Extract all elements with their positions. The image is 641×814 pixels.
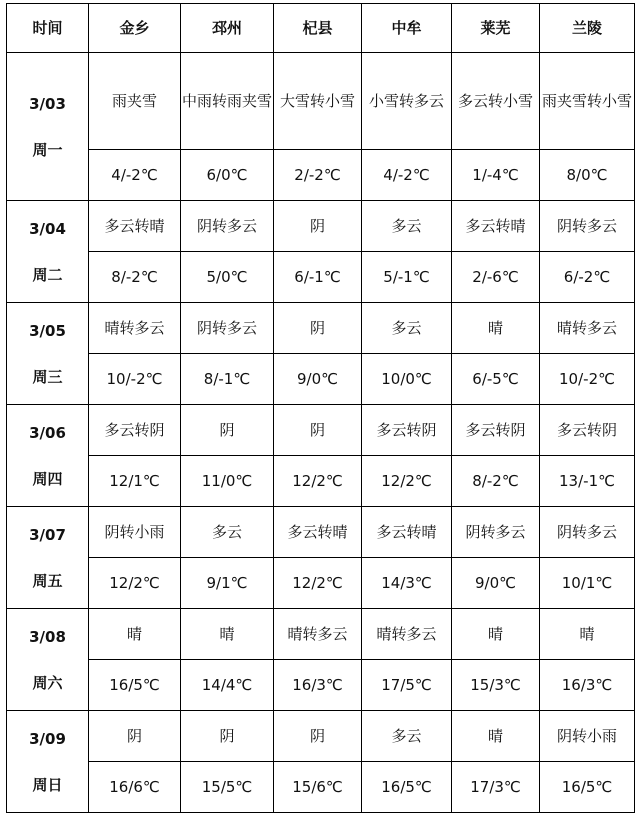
weather-cell: 多云转阴	[540, 405, 635, 456]
weather-cell: 阴	[274, 405, 362, 456]
temperature-cell: 9/1℃	[181, 558, 274, 609]
date-cell	[7, 201, 89, 303]
weather-cell: 多云转阴	[89, 405, 181, 456]
temperature-cell: 12/2℃	[89, 558, 181, 609]
temperature-cell: 8/-1℃	[181, 354, 274, 405]
weather-cell: 阴	[181, 711, 274, 762]
weather-cell: 阴	[274, 303, 362, 354]
temperature-row	[7, 150, 635, 201]
temperature-cell: 15/6℃	[274, 762, 362, 813]
temperature-cell: 10/0℃	[362, 354, 452, 405]
weather-row	[7, 609, 635, 660]
forecast-table	[6, 3, 635, 813]
temperature-cell: 6/-5℃	[452, 354, 540, 405]
weather-cell: 晴	[452, 609, 540, 660]
temperature-cell: 2/-6℃	[452, 252, 540, 303]
weather-cell: 阴转多云	[540, 201, 635, 252]
weather-row	[7, 507, 635, 558]
temperature-row	[7, 456, 635, 507]
temperature-cell: 16/5℃	[89, 660, 181, 711]
date-cell	[7, 711, 89, 813]
temperature-cell: 5/-1℃	[362, 252, 452, 303]
weather-cell: 阴	[89, 711, 181, 762]
temperature-cell: 16/6℃	[89, 762, 181, 813]
date-cell	[7, 405, 89, 507]
weather-row	[7, 711, 635, 762]
weather-cell: 雨夹雪转小雪	[540, 53, 635, 150]
day-date: 3/03	[29, 94, 66, 113]
weather-cell: 大雪转小雪	[274, 53, 362, 150]
weather-cell: 阴转多云	[452, 507, 540, 558]
temperature-cell: 6/0℃	[181, 150, 274, 201]
weather-row	[7, 405, 635, 456]
weather-cell: 多云	[362, 303, 452, 354]
temperature-cell: 1/-4℃	[452, 150, 540, 201]
date-cell	[7, 507, 89, 609]
temperature-cell: 6/-2℃	[540, 252, 635, 303]
temperature-cell: 15/5℃	[181, 762, 274, 813]
weather-cell: 晴	[452, 711, 540, 762]
weather-cell: 多云转晴	[89, 201, 181, 252]
weather-cell: 雨夹雪	[89, 53, 181, 150]
weather-cell: 多云	[362, 201, 452, 252]
temperature-cell: 14/4℃	[181, 660, 274, 711]
temperature-row	[7, 252, 635, 303]
header-row	[7, 4, 635, 53]
temperature-row	[7, 762, 635, 813]
weather-cell: 阴转多云	[181, 201, 274, 252]
day-date: 3/09	[29, 729, 66, 748]
temperature-cell: 10/-2℃	[540, 354, 635, 405]
weather-cell: 晴转多云	[362, 609, 452, 660]
temperature-cell: 16/5℃	[540, 762, 635, 813]
temperature-row	[7, 660, 635, 711]
day-weekday: 周二	[32, 265, 63, 284]
weather-cell: 多云转小雪	[452, 53, 540, 150]
city-header: 邳州	[181, 4, 274, 53]
weather-cell: 阴转多云	[540, 507, 635, 558]
weather-row	[7, 201, 635, 252]
temperature-cell: 2/-2℃	[274, 150, 362, 201]
city-header: 杞县	[274, 4, 362, 53]
day-date: 3/06	[29, 423, 66, 442]
temperature-cell: 8/-2℃	[89, 252, 181, 303]
weather-cell: 晴转多云	[89, 303, 181, 354]
day-weekday: 周三	[32, 367, 63, 386]
day-date: 3/07	[29, 525, 66, 544]
weather-cell: 阴	[274, 201, 362, 252]
temperature-cell: 12/2℃	[274, 558, 362, 609]
weather-cell: 多云转晴	[274, 507, 362, 558]
weather-row	[7, 53, 635, 150]
weather-cell: 阴转小雨	[89, 507, 181, 558]
date-cell	[7, 609, 89, 711]
time-header: 时间	[7, 4, 89, 53]
temperature-cell: 4/-2℃	[362, 150, 452, 201]
city-header: 莱芜	[452, 4, 540, 53]
temperature-cell: 16/3℃	[274, 660, 362, 711]
temperature-cell: 12/2℃	[274, 456, 362, 507]
weather-cell: 阴	[274, 711, 362, 762]
temperature-row	[7, 558, 635, 609]
date-cell	[7, 303, 89, 405]
temperature-cell: 12/2℃	[362, 456, 452, 507]
city-header: 中牟	[362, 4, 452, 53]
date-cell	[7, 53, 89, 201]
weather-row	[7, 303, 635, 354]
weather-cell: 晴	[452, 303, 540, 354]
weather-cell: 小雪转多云	[362, 53, 452, 150]
temperature-cell: 13/-1℃	[540, 456, 635, 507]
weather-cell: 多云转阴	[362, 405, 452, 456]
temperature-cell: 11/0℃	[181, 456, 274, 507]
weather-cell: 多云转晴	[452, 201, 540, 252]
temperature-cell: 17/3℃	[452, 762, 540, 813]
day-date: 3/05	[29, 321, 66, 340]
temperature-cell: 10/1℃	[540, 558, 635, 609]
weather-cell: 晴	[540, 609, 635, 660]
temperature-cell: 9/0℃	[452, 558, 540, 609]
temperature-cell: 16/5℃	[362, 762, 452, 813]
weather-cell: 阴转多云	[181, 303, 274, 354]
temperature-cell: 14/3℃	[362, 558, 452, 609]
temperature-cell: 16/3℃	[540, 660, 635, 711]
weather-cell: 中雨转雨夹雪	[181, 53, 274, 150]
temperature-cell: 5/0℃	[181, 252, 274, 303]
weather-cell: 多云转晴	[362, 507, 452, 558]
day-weekday: 周五	[32, 571, 63, 590]
day-weekday: 周日	[32, 775, 63, 794]
city-header: 金乡	[89, 4, 181, 53]
temperature-cell: 4/-2℃	[89, 150, 181, 201]
weather-cell: 多云	[181, 507, 274, 558]
weather-cell: 晴转多云	[274, 609, 362, 660]
weather-cell: 多云	[362, 711, 452, 762]
weather-cell: 阴转小雨	[540, 711, 635, 762]
day-weekday: 周四	[32, 469, 63, 488]
weather-cell: 晴	[181, 609, 274, 660]
temperature-cell: 17/5℃	[362, 660, 452, 711]
day-weekday: 周一	[32, 140, 63, 159]
weather-cell: 多云转阴	[452, 405, 540, 456]
day-date: 3/08	[29, 627, 66, 646]
temperature-cell: 15/3℃	[452, 660, 540, 711]
temperature-cell: 12/1℃	[89, 456, 181, 507]
weather-cell: 晴	[89, 609, 181, 660]
day-date: 3/04	[29, 219, 66, 238]
weather-cell: 晴转多云	[540, 303, 635, 354]
weather-cell: 阴	[181, 405, 274, 456]
temperature-cell: 10/-2℃	[89, 354, 181, 405]
temperature-cell: 6/-1℃	[274, 252, 362, 303]
temperature-row	[7, 354, 635, 405]
temperature-cell: 8/0℃	[540, 150, 635, 201]
city-header: 兰陵	[540, 4, 635, 53]
temperature-cell: 8/-2℃	[452, 456, 540, 507]
day-weekday: 周六	[32, 673, 63, 692]
temperature-cell: 9/0℃	[274, 354, 362, 405]
